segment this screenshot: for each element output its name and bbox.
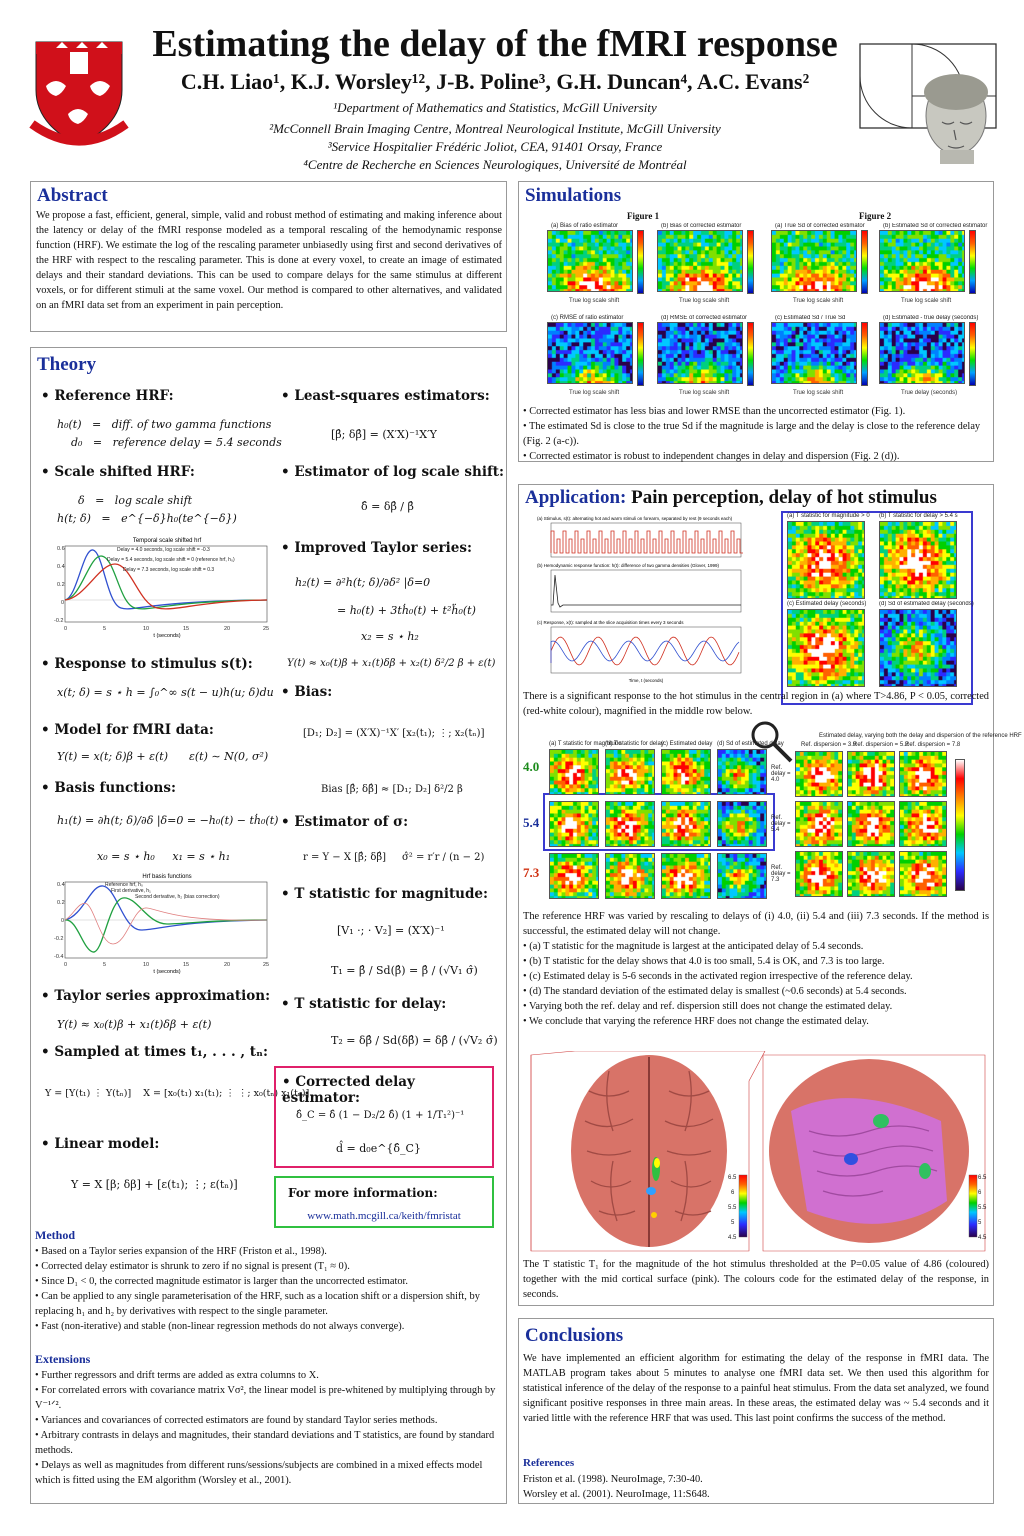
scale-tick: 4.5 [978, 1235, 987, 1241]
svg-text:0: 0 [61, 600, 65, 606]
svg-text:0.2: 0.2 [57, 900, 65, 906]
bias-equation-2: Bias [β̂; δβ̂] ≈ [D₁; D₂] δ²/2 β [321, 784, 463, 795]
sim-xlabel: True log scale shift [569, 390, 620, 396]
linear-model-equation: Y = X [β; δβ] + [ε(t₁); ⋮; ε(tₙ)] [71, 1178, 238, 1191]
svg-text:0.4: 0.4 [57, 564, 65, 570]
application-title [525, 487, 937, 509]
right-grid-row-label: Ref. delay = 5.4 [771, 815, 791, 833]
bias-equation-1: [D₁; D₂] = (X′X)⁻¹X′ [x₂(t₁); ⋮; x₂(tₙ)] [303, 728, 485, 739]
sim-colorbar [637, 230, 644, 294]
extension-item: • Delays as well as magnitudes from different runs/sessions/subjects are combined in a mixed effects model which is fitted using the EM algorithm (Worsley et al., 2001). [35, 1460, 483, 1486]
extension-item: • For correlated errors with covariance matrix Vσ², the linear model is pre-whitened by multiplying through by V⁻¹ᐟ². [35, 1385, 496, 1411]
sim-heatmap [771, 322, 857, 384]
sim-panel-caption: (d) RMSE of corrected estimator [661, 315, 748, 321]
taylor-equation: Y(t) ≈ x₀(t)β + x₁(t)δβ + ε(t) [57, 1018, 212, 1031]
application-bullet: • Varying both the ref. delay and ref. dispersion still does not change the estimated delay. [523, 1001, 893, 1012]
logshift-heading: • Estimator of log scale shift: [281, 464, 505, 480]
application-bullet: • (a) T statistic for the magnitude is largest at the anticipated delay of 5.4 seconds. [523, 941, 864, 952]
right-grid-map [795, 801, 843, 847]
simulations-panel [518, 181, 994, 462]
response-plot-title: (c) Response, x(t): sampled at the slice acquisition times every 3 seconds [537, 620, 684, 625]
simulation-bullet: • Corrected estimator has less bias and lower RMSE than the uncorrected estimator (Fig. 1). [523, 406, 906, 417]
affiliation-4: ⁴Centre de Recherche en Sciences Neurologiques, Université de Montréal [303, 157, 687, 172]
app-map-caption: (b) T statistic for delay > 5.4 s [879, 513, 958, 519]
right-grid-map [795, 751, 843, 797]
delay-grid-map [549, 853, 599, 899]
application-bullets [523, 939, 989, 1029]
delay-grid-map [605, 749, 655, 795]
sampled-equation: Y = [Y(t₁) ⋮ Y(tₙ)] X = [x₀(t₁) x₁(t₁); ⋮ ⋮; x₀(tₙ) x₁(tₙ)] [45, 1088, 310, 1099]
sim-heatmap [879, 230, 965, 292]
conclusions-text: We have implemented an efficient algorithm for estimating the delay of the response in fMRI data. The MATLAB program takes about 5 minutes to analyse one fMRI data set. We then used this algorithm for statistical inference of the delay of the response to a painful heat stimulus. From the data set analyzed, we found significant positive responses in three main areas. In these areas, the estimated delay was ~ 5.4 seconds and it varied little with the reference HRF that was used. This last point confirms the success of the method. [523, 1353, 989, 1424]
scale-tick: 6.5 [978, 1175, 987, 1181]
plot1-legend-2: Delay = 5.4 seconds, log scale shift = 0 (reference hrf, h₀) [107, 557, 235, 563]
delay-grid-map [549, 749, 599, 795]
right-grid-row-label: Ref. delay = 4.0 [771, 765, 791, 783]
delay-grid-map [661, 853, 711, 899]
right-grid-map [899, 751, 947, 797]
svg-text:15: 15 [183, 962, 190, 968]
grid-colorbar [955, 759, 965, 891]
reference-hrf-heading: • Reference HRF: [41, 388, 174, 404]
plot1-legend-3: Delay = 7.3 seconds, log scale shift = 0.3 [123, 567, 215, 573]
hdelta-equation: h(t; δ) = e^{−δ}h₀(te^{−δ}) [57, 512, 237, 525]
right-grid-title: Estimated delay, varying both the delay and dispersion of the reference HRF [819, 733, 1022, 739]
svg-text:20: 20 [224, 962, 231, 968]
plot2-legend-1: Reference hrf, h₀ [105, 882, 143, 888]
delay-grid-map [717, 801, 767, 847]
affiliation-3: ³Service Hospitalier Frédéric Joliot, CEA, 91401 Orsay, France [327, 139, 663, 154]
stimulus-plot-title: (a) Stimulus, s(t): alternating hot and warm stimuli on forearm, separated by rest (9 seconds each) [537, 516, 733, 521]
app-map-caption: (d) Sd of estimated delay (seconds) [879, 601, 974, 607]
more-info-label: For more information: [288, 1186, 438, 1200]
plot1-title: Temporal scale shifted hrf [132, 538, 202, 544]
scale-tick: 4.5 [728, 1235, 737, 1241]
svg-text:-0.2: -0.2 [54, 618, 64, 624]
sim-xlabel: True log scale shift [679, 298, 730, 304]
app-brain-map [879, 521, 957, 599]
method-item: • Corrected delay estimator is shrunk to zero if no signal is present (T₁ ≈ 0). [35, 1261, 350, 1272]
application-bullet: • (c) Estimated delay is 5-6 seconds in the activated region irrespective of the reference delay. [523, 971, 913, 982]
application-bullet: • (b) T statistic for the delay shows that 4.0 is too small, 5.4 is OK, and 7.3 is too large. [523, 956, 885, 967]
sim-xlabel: True delay (seconds) [901, 390, 958, 396]
application-bullet: • (d) The standard deviation of the estimated delay is smallest (~0.6 seconds) at 5.4 seconds. [523, 986, 907, 997]
sim-xlabel: True log scale shift [793, 298, 844, 304]
svg-text:10: 10 [143, 962, 150, 968]
app-map-caption: (a) T statistic for magnitude > 0 [787, 513, 870, 519]
grid-header: (d) Sd of estimated delay [717, 741, 784, 747]
mcgill-crest-logo [28, 38, 130, 150]
model-equation: Y(t) = x(t; δ)β + ε(t) ε(t) ∼ N(0, σ²) [57, 750, 269, 763]
more-info-box [274, 1176, 494, 1228]
delay-grid-map [605, 801, 655, 847]
delay-grid-map [717, 853, 767, 899]
sim-panel-caption: (d) Estimated - true delay (seconds) [883, 315, 979, 321]
application-text-1: There is a significant response to the hot stimulus in the central region in (a) where T>4.86, P < 0.05, corrected (red-white colour), magnified in the middle row below. [523, 691, 989, 717]
svg-text:0: 0 [64, 962, 68, 968]
d0-equation: d₀ = reference delay = 5.4 seconds [57, 436, 282, 449]
logshift-equation: δ̂ = δβ̂ / β̂ [361, 500, 414, 513]
svg-text:0: 0 [64, 626, 68, 632]
authors: C.H. Liao¹, K.J. Worsley¹², J-B. Poline³, G.H. Duncan⁴, A.C. Evans² [180, 69, 810, 94]
stimulus-response-plots [533, 513, 745, 685]
app-map-caption: (c) Estimated delay (seconds) [787, 601, 867, 607]
svg-text:0: 0 [61, 918, 65, 924]
method-item: • Fast (non-iterative) and stable (non-linear regression methods do not always converge). [35, 1321, 405, 1332]
grid-header: (c) Estimated delay [661, 741, 713, 747]
scale-tick: 6.5 [728, 1175, 737, 1181]
application-title-rest: Pain perception, delay of hot stimulus [626, 487, 937, 508]
sim-colorbar [861, 230, 868, 294]
improved-equation-3: x₂ = s ⋆ h₂ [361, 630, 419, 643]
sim-colorbar [861, 322, 868, 386]
scale-tick: 6 [978, 1190, 982, 1196]
sim-heatmap [547, 230, 633, 292]
corrected-equation-1: δ̂_C = δ̂ (1 − D₂/2 δ̂) (1 + 1/T₁²)⁻¹ [296, 1110, 465, 1121]
scale-tick: 5.5 [728, 1205, 737, 1211]
bias-heading: • Bias: [281, 684, 333, 700]
sampled-heading: • Sampled at times t₁, . . . , tₙ: [41, 1044, 269, 1060]
sim-panel-caption: (a) True Sd of corrected estimator [775, 223, 865, 229]
references-title: References [523, 1457, 575, 1469]
application-bullet: • We conclude that varying the reference HRF does not change the estimated delay. [523, 1016, 869, 1027]
app-brain-map [787, 609, 865, 687]
basis-equation-2: x₀ = s ⋆ h₀ x₁ = s ⋆ h₁ [97, 850, 231, 863]
extension-item: • Arbitrary contrasts in delays and magnitudes, their standard deviations and T statistics, are found by standard methods. [35, 1430, 495, 1456]
basis-heading: • Basis functions: [41, 780, 176, 796]
hrf-basis-functions-plot [37, 870, 277, 974]
app-brain-map [787, 521, 865, 599]
row-label-7-3: 7.3 [523, 865, 540, 880]
right-grid-map [899, 801, 947, 847]
tdelay-equation: T₂ = δβ̂ / Sd(δβ̂) = δβ̂ / (√V₂ σ̂) [331, 1034, 498, 1047]
row-label-4-0: 4.0 [523, 759, 540, 774]
improved-equation-4: Y(t) ≈ x₀(t)β + x₁(t)δβ + x₂(t) δ²/2 β + ε(t) [287, 658, 496, 669]
svg-text:25: 25 [263, 962, 270, 968]
grid-header: (b) T statistic for delay [605, 741, 664, 747]
extensions-title: Extensions [35, 1352, 91, 1366]
ls-heading: • Least-squares estimators: [281, 388, 490, 404]
cortical-surface-rendering [529, 1051, 989, 1253]
abstract-panel [30, 181, 507, 332]
figure-1-label: Figure 1 [627, 211, 660, 221]
sim-xlabel: True log scale shift [569, 298, 620, 304]
sim-panel-caption: (c) RMSE of ratio estimator [551, 315, 624, 321]
golden-spiral-head-logo [858, 42, 998, 164]
response-heading: • Response to stimulus s(t): [41, 656, 253, 672]
method-item: • Based on a Taylor series expansion of the HRF (Friston et al., 1998). [35, 1246, 327, 1257]
right-grid-map [847, 751, 895, 797]
simulation-bullet: • The estimated Sd is close to the true Sd if the magnitude is large and the delay is close to the reference delay (Fig. 2 (a-c)). [523, 421, 981, 447]
sim-heatmap [547, 322, 633, 384]
svg-text:0.6: 0.6 [57, 546, 65, 552]
svg-text:5: 5 [103, 962, 107, 968]
right-grid-header: Ref. dispersion = 3.9 [801, 742, 857, 748]
sim-colorbar [747, 230, 754, 294]
application-panel [518, 484, 1022, 1306]
delay-grid-map [661, 801, 711, 847]
sim-colorbar [747, 322, 754, 386]
abstract-text: We propose a fast, efficient, general, simple, valid and robust method of estimating and making inference about the latency or delay of the fMRI response modeled as a temporal rescaling of the hemodynamic response function (HRF). We estimate the log of the rescaling parameter unbiasedly using first and second derivatives of the HRF with respect to the rescaling parameter. This is done at every voxel, to create an image of estimated delays and their standard deviations. This can be used to compare delays for the same stimulus at different voxels, or for different stimuli at the same voxel. Our method is compared to other alternatives, and validated on an fMRI data set from an experiment in pain perception. [36, 210, 502, 311]
simulations-bullets [523, 404, 989, 464]
sim-heatmap [657, 230, 743, 292]
extension-item: • Further regressors and drift terms are added as extra columns to X. [35, 1370, 319, 1381]
sim-colorbar [637, 322, 644, 386]
corrected-equation-2: d̂ = d₀e^{δ̂_C} [336, 1142, 421, 1155]
method-list [35, 1244, 501, 1334]
sim-colorbar [969, 230, 976, 294]
sim-xlabel: True log scale shift [901, 298, 952, 304]
right-grid-map [795, 851, 843, 897]
hrf-plot-title: (b) Hemodynamic response function: h(t): difference of two gamma densities (Glover, 1999) [537, 563, 720, 568]
right-grid-map [899, 851, 947, 897]
svg-text:10: 10 [143, 626, 150, 632]
simulation-bullet: • Corrected estimator is robust to independent changes in delay and dispersion (Fig. 2 (d)). [523, 451, 900, 462]
right-grid-map [847, 801, 895, 847]
tmag-equation-1: [V₁ ·; · V₂] = (X′X)⁻¹ [337, 924, 445, 937]
conclusions-panel [518, 1318, 994, 1504]
sim-panel-caption: (c) Estimated Sd / True Sd [775, 315, 846, 321]
abstract-title: Abstract [37, 185, 108, 206]
corrected-delay-box [274, 1066, 494, 1168]
delay-grid-map [549, 801, 599, 847]
basis-equation-1: h₁(t) = ∂h(t; δ)/∂δ |δ=0 = −h₀(t) − tḣ₀(t) [57, 814, 279, 827]
right-grid-map [847, 851, 895, 897]
row-label-5-4: 5.4 [523, 815, 540, 830]
reference-2: Worsley et al. (2001). NeuroImage, 11:S648. [523, 1489, 710, 1500]
svg-text:20: 20 [224, 626, 231, 632]
method-title: Method [35, 1228, 75, 1242]
affiliation-2: ²McConnell Brain Imaging Centre, Montreal Neurological Institute, McGill University [269, 121, 721, 136]
plot2-legend-3: Second derivative, h₂ (bias correction) [135, 894, 220, 900]
simulations-title: Simulations [525, 185, 622, 206]
tmag-heading: • T statistic for magnitude: [281, 886, 489, 902]
delay-grid-map [717, 749, 767, 795]
figure-2-label: Figure 2 [859, 211, 892, 221]
svg-text:15: 15 [183, 626, 190, 632]
delta-equation: δ = log scale shift [57, 494, 193, 507]
ls-equation: [β̂; δβ̂] = (X′X)⁻¹X′Y [331, 428, 437, 441]
extension-item: • Variances and covariances of corrected estimators are found by standard Taylor series methods. [35, 1415, 438, 1426]
h0-equation: h₀(t) = diff. of two gamma functions [57, 418, 272, 431]
model-heading: • Model for fMRI data: [41, 722, 214, 738]
improved-equation-1: h₂(t) = ∂²h(t; δ)/∂δ² |δ=0 [295, 576, 431, 589]
plot2-legend-2: First derivative, h₁ [111, 888, 151, 894]
grid-header: (a) T statistic for magnitude [549, 741, 622, 747]
poster-title: Estimating the delay of the fMRI response [152, 23, 838, 65]
method-item: • Can be applied to any single parameterisation of the HRF, such as a location shift or a dispersion shift, by replacing h₁ and h₂ by derivatives with respect to the single parameter. [35, 1291, 480, 1317]
sim-panel-caption: (b) Bias of corrected estimator [661, 223, 742, 229]
svg-text:25: 25 [263, 626, 270, 632]
sim-heatmap [771, 230, 857, 292]
sim-heatmap [657, 322, 743, 384]
application-text-2: The reference HRF was varied by rescaling to delays of (i) 4.0, (ii) 5.4 and (iii) 7.3 seconds. If the method is successful, the estimated delay will not change. [523, 911, 989, 937]
delay-grid-map [605, 853, 655, 899]
theory-panel [30, 347, 507, 1504]
extensions-list [35, 1368, 501, 1488]
right-grid-row-label: Ref. delay = 7.3 [771, 865, 791, 883]
response-equation: x(t; δ) = s ⋆ h = ∫₀^∞ s(t − u)h(u; δ)du [57, 686, 274, 699]
sigma-heading: • Estimator of σ: [281, 814, 409, 830]
app-brain-map [879, 609, 957, 687]
sim-xlabel: True log scale shift [679, 390, 730, 396]
sim-heatmap [879, 322, 965, 384]
reference-1: Friston et al. (1998). NeuroImage, 7:30-40. [523, 1474, 703, 1485]
tmag-equation-2: T₁ = β̂ / Sd(β̂) = β̂ / (√V₁ σ̂) [331, 964, 478, 977]
delay-grid-map [661, 749, 711, 795]
svg-text:5: 5 [103, 626, 107, 632]
scale-tick: 5.5 [978, 1205, 987, 1211]
brain-caption: The T statistic T₁ for the magnitude of the hot stimulus thresholded at the P=0.05 value of 4.86 (coloured) together with the mid cortical surface (pink). The colours code for the estimated delay of the response, in seconds. [523, 1259, 989, 1300]
scale-shifted-hrf-plot [37, 534, 277, 638]
linear-model-heading: • Linear model: [41, 1136, 160, 1152]
method-item: • Since D₁ < 0, the corrected magnitude estimator is larger than the uncorrected estimator. [35, 1276, 409, 1287]
scale-tick: 6 [731, 1190, 735, 1196]
affiliation-1: ¹Department of Mathematics and Statistics, McGill University [333, 100, 657, 115]
svg-text:0.2: 0.2 [57, 582, 65, 588]
conclusions-title: Conclusions [525, 1325, 624, 1346]
sim-colorbar [969, 322, 976, 386]
improved-taylor-heading: • Improved Taylor series: [281, 540, 472, 556]
plot1-legend-1: Delay = 4.0 seconds, log scale shift = -0.3 [117, 547, 210, 553]
plot2-xlabel: t (seconds) [153, 969, 181, 974]
scale-shifted-heading: • Scale shifted HRF: [41, 464, 195, 480]
plot2-title: Hrf basis functions [142, 874, 192, 880]
sim-xlabel: True log scale shift [793, 390, 844, 396]
theory-title: Theory [37, 354, 97, 375]
svg-text:0.4: 0.4 [57, 882, 65, 888]
taylor-heading: • Taylor series approximation: [41, 988, 271, 1004]
response-plot-xlabel: Time, t (seconds) [628, 678, 664, 683]
svg-text:-0.2: -0.2 [54, 936, 64, 942]
tdelay-heading: • T statistic for delay: [281, 996, 447, 1012]
sim-panel-caption: (a) Bias of ratio estimator [551, 223, 619, 229]
scale-tick: 5 [731, 1220, 735, 1226]
right-grid-header: Ref. dispersion = 5.2 [853, 742, 909, 748]
scale-tick: 5 [978, 1220, 982, 1226]
right-grid-header: Ref. dispersion = 7.8 [905, 742, 961, 748]
sim-panel-caption: (b) Estimated Sd of corrected estimator [883, 223, 988, 229]
improved-equation-2: = h₀(t) + 3tḣ₀(t) + t²ḧ₀(t) [337, 604, 476, 617]
sigma-equation: r = Y − X [β̂; δβ̂] σ̂² = r′r / (n − 2) [303, 852, 485, 863]
more-info-link[interactable]: www.math.mcgill.ca/keith/fmristat [307, 1210, 461, 1222]
corrected-heading: • Corrected delay estimator: [282, 1074, 415, 1106]
application-title-prefix: Application: [525, 487, 627, 508]
plot1-xlabel: t (seconds) [153, 633, 181, 638]
svg-text:-0.4: -0.4 [54, 954, 64, 960]
